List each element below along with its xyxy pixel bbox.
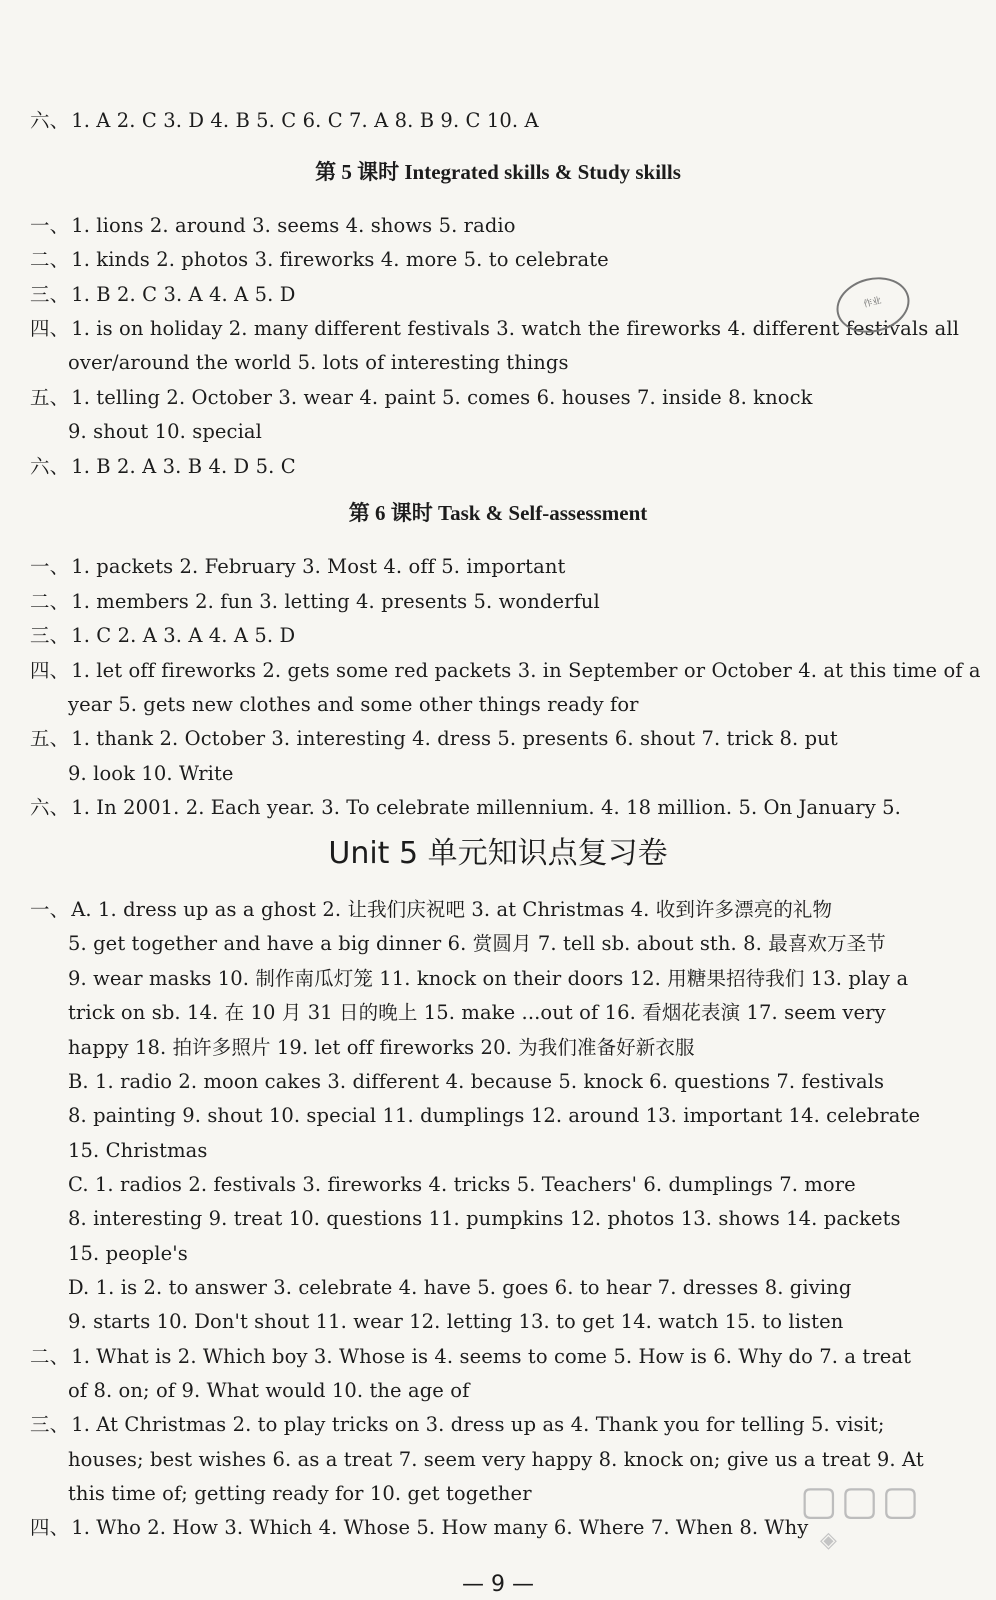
answer-text: A. 1. dress up as a ghost 2. 让我们庆祝吧 3. at Christmas 4. 收到许多漂亮的礼物 <box>71 898 833 921</box>
answer-text: 1. B 2. C 3. A 4. A 5. D <box>71 283 296 306</box>
answer-row <box>30 722 962 756</box>
answer-text: 1. telling 2. October 3. wear 4. paint 5. comes 6. houses 7. inside 8. knock <box>71 386 813 409</box>
section-label: 二、 <box>30 590 70 613</box>
answer-text: 9. wear masks 10. 制作南瓜灯笼 11. knock on their doors 12. 用糖果招待我们 13. play a <box>68 967 909 990</box>
answer-row <box>30 791 962 825</box>
answer-text: 1. lions 2. around 3. seems 4. shows 5. radio <box>71 214 516 237</box>
section-label: 四、 <box>30 659 70 682</box>
answer-text: 9. look 10. Write <box>68 762 234 785</box>
answer-text: B. 1. radio 2. moon cakes 3. different 4. because 5. knock 6. questions 7. festivals <box>68 1070 885 1093</box>
section-label: 六、 <box>30 109 70 132</box>
answer-text: year 5. gets new clothes and some other things ready for <box>68 693 639 716</box>
answer-text: 15. Christmas <box>68 1139 208 1162</box>
section-label: 三、 <box>30 283 70 306</box>
section-label: 二、 <box>30 248 70 271</box>
answer-text: 1. Who 2. How 3. Which 4. Whose 5. How many 6. Where 7. When 8. Why <box>71 1516 809 1539</box>
answer-text: trick on sb. 14. 在 10 月 31 日的晚上 15. make ...out of 16. 看烟花表演 17. seem very <box>68 1001 886 1024</box>
answer-row <box>68 346 962 380</box>
section-label: 一、 <box>30 555 70 578</box>
answer-row <box>30 1408 962 1442</box>
answer-row <box>68 1031 962 1065</box>
answer-text: 1. thank 2. October 3. interesting 4. dress 5. presents 6. shout 7. trick 8. put <box>71 727 838 750</box>
answer-row <box>68 688 962 722</box>
answer-text: 1. B 2. A 3. B 4. D 5. C <box>71 455 296 478</box>
answer-text: happy 18. 拍许多照片 19. let off fireworks 20. 为我们准备好新衣服 <box>68 1036 695 1059</box>
answer-row <box>68 757 962 791</box>
answer-row <box>68 1134 962 1168</box>
section-label: 六、 <box>30 455 70 478</box>
answer-row <box>30 1340 962 1374</box>
answer-text: 1. members 2. fun 3. letting 4. presents 5. wonderful <box>71 590 600 613</box>
section-label: 三、 <box>30 624 70 647</box>
answer-row <box>30 209 962 243</box>
answer-row <box>68 1099 962 1133</box>
section-label: 一、 <box>30 214 70 237</box>
answer-row <box>30 550 962 584</box>
answer-text: 9. starts 10. Don't shout 11. wear 12. letting 13. to get 14. watch 15. to listen <box>68 1310 844 1333</box>
section-label: 四、 <box>30 317 70 340</box>
answer-row <box>68 1271 962 1305</box>
answer-row <box>30 654 981 688</box>
answer-row <box>68 1443 962 1477</box>
answer-text: this time of; getting ready for 10. get together <box>68 1482 532 1505</box>
answer-row <box>30 619 962 653</box>
answer-row <box>68 415 962 449</box>
answer-text: 1. let off fireworks 2. gets some red packets 3. in September or October 4. at this time of a <box>71 659 981 682</box>
answer-row <box>30 450 962 484</box>
answer-text: 1. is on holiday 2. many different festivals 3. watch the fireworks 4. different festivals all <box>71 317 960 340</box>
answer-text: of 8. on; of 9. What would 10. the age of <box>68 1379 470 1402</box>
section-label: 二、 <box>30 1345 70 1368</box>
answer-text: 1. A 2. C 3. D 4. B 5. C 6. C 7. A 8. B 9. C 10. A <box>71 109 539 132</box>
answer-text: houses; best wishes 6. as a treat 7. seem very happy 8. knock on; give us a treat 9. At <box>68 1448 924 1471</box>
answer-row <box>68 927 962 961</box>
answer-text: D. 1. is 2. to answer 3. celebrate 4. have 5. goes 6. to hear 7. dresses 8. giving <box>68 1276 852 1299</box>
section-label: 四、 <box>30 1516 70 1539</box>
answer-row <box>68 1305 962 1339</box>
answer-text: 5. get together and have a big dinner 6. 赏圆月 7. tell sb. about sth. 8. 最喜欢万圣节 <box>68 932 886 955</box>
watermark-logo-icon: ◈ <box>820 1528 837 1553</box>
answer-text: 1. What is 2. Which boy 3. Whose is 4. seems to come 5. How is 6. Why do 7. a treat <box>71 1345 912 1368</box>
answer-row <box>30 381 962 415</box>
watermark-icon: ▢▢▢ <box>800 1478 923 1524</box>
answer-row <box>68 962 962 996</box>
answer-text: 8. painting 9. shout 10. special 11. dumplings 12. around 13. important 14. celebrate <box>68 1104 921 1127</box>
answer-row <box>30 243 962 277</box>
answer-text: 9. shout 10. special <box>68 420 262 443</box>
section-label: 三、 <box>30 1413 70 1436</box>
answer-text: 15. people's <box>68 1242 188 1265</box>
stamp-seal-icon: 作业 <box>831 270 916 340</box>
unit-title: Unit 5 单元知识点复习卷 <box>328 836 668 871</box>
section-label: 五、 <box>30 386 70 409</box>
answer-text: 8. interesting 9. treat 10. questions 11. pumpkins 12. photos 13. shows 14. packets <box>68 1207 901 1230</box>
answer-text: 1. In 2001. 2. Each year. 3. To celebrate millennium. 4. 18 million. 5. On January 5. <box>71 796 901 819</box>
answer-text: 1. packets 2. February 3. Most 4. off 5. important <box>71 555 566 578</box>
answer-text: 1. kinds 2. photos 3. fireworks 4. more 5. to celebrate <box>71 248 609 271</box>
lesson-heading: 第 5 课时 Integrated skills & Study skills <box>315 160 681 184</box>
answer-row <box>68 1202 962 1236</box>
answer-row <box>68 1065 962 1099</box>
answer-text: 1. C 2. A 3. A 4. A 5. D <box>71 624 296 647</box>
answer-row <box>30 585 962 619</box>
section-label: 六、 <box>30 796 70 819</box>
answer-text: 1. At Christmas 2. to play tricks on 3. dress up as 4. Thank you for telling 5. visit; <box>71 1413 885 1436</box>
answer-row <box>68 1237 962 1271</box>
answer-row <box>30 278 962 312</box>
page-number: — 9 — <box>462 1572 534 1597</box>
section-label: 一、 <box>30 898 70 921</box>
answer-row <box>68 996 962 1030</box>
answer-text: C. 1. radios 2. festivals 3. fireworks 4. tricks 5. Teachers' 6. dumplings 7. more <box>68 1173 856 1196</box>
lesson-heading: 第 6 课时 Task & Self-assessment <box>348 501 648 525</box>
answer-row <box>68 1168 962 1202</box>
answer-row <box>30 312 962 346</box>
answer-row <box>30 104 962 138</box>
answer-text: over/around the world 5. lots of interesting things <box>68 351 569 374</box>
section-label: 五、 <box>30 727 70 750</box>
answer-row <box>68 1374 962 1408</box>
answer-row <box>30 893 962 927</box>
